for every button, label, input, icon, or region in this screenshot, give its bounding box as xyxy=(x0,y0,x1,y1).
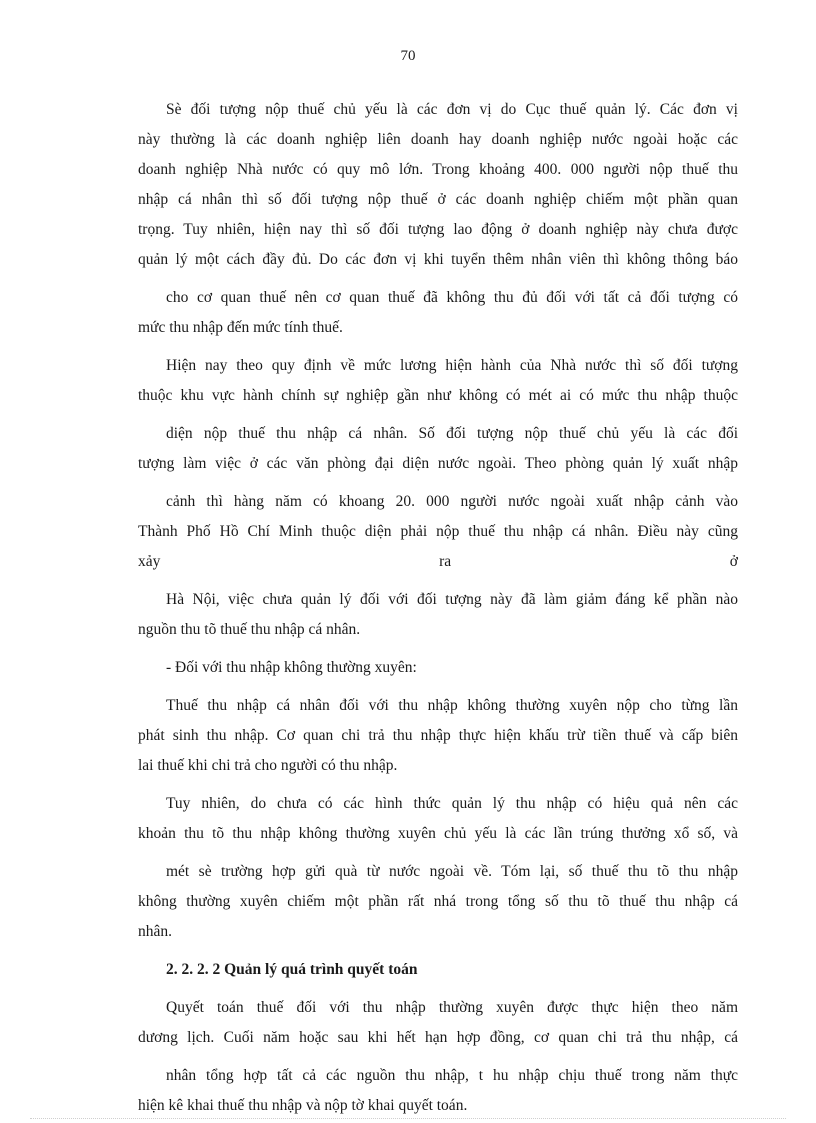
text-line: phát sinh thu nhập. Cơ quan chi trả thu nhập thực hiện khấu trừ tiền thuế và cấp biên xyxy=(138,727,738,744)
text-line: diện nộp thuế thu nhập cá nhân. Số đối tượng nộp thuế chủ yếu là các đối xyxy=(166,425,738,442)
text-line: Sè đối tượng nộp thuế chủ yếu là các đơn vị do Cục thuế quản lý. Các đơn vị xyxy=(166,101,738,118)
text-line: dương lịch. Cuối năm hoặc sau khi hết hạn hợp đồng, cơ quan chi trả thu nhập, cá xyxy=(138,1029,738,1046)
text-line: khoản thu tõ thu nhập không thường xuyên chủ yếu là các lần trúng thưởng xổ số, và xyxy=(138,825,738,842)
text-line: nhân. xyxy=(138,923,173,940)
text-line: Hiện nay theo quy định về mức lương hiện hành của Nhà nước thì số đối tượng xyxy=(166,357,738,374)
text-line: nhân tổng hợp tất cả các nguồn thu nhập, t hu nhập chịu thuế trong năm thực xyxy=(166,1067,738,1084)
body-text-block-1 xyxy=(138,95,738,947)
document-body xyxy=(138,95,738,1121)
page-number: 70 xyxy=(400,48,416,64)
text-line: Tuy nhiên, do chưa có các hình thức quản lý thu nhập có hiệu quả nên các xyxy=(166,795,738,812)
text-line: doanh nghiệp Nhà nước có quy mô lớn. Trong khoảng 400. 000 người nộp thuế thu xyxy=(138,161,738,178)
text-line: tượng làm việc ở các văn phòng đại diện nước ngoài. Theo phòng quản lý xuất nhập xyxy=(138,455,738,472)
page-bottom-rule xyxy=(30,1118,786,1119)
text-line: nguồn thu tõ thuế thu nhập cá nhân. xyxy=(138,621,361,638)
text-line: thuộc khu vực hành chính sự nghiệp gần như không có mét ai có mức thu nhập thuộc xyxy=(138,387,738,404)
body-text-block-2 xyxy=(138,993,738,1121)
text-line: xảy ra ở xyxy=(138,553,738,570)
text-line: Thuế thu nhập cá nhân đối với thu nhập không thường xuyên nộp cho từng lần xyxy=(166,697,738,714)
text-line: quản lý một cách đầy đủ. Do các đơn vị khi tuyển thêm nhân viên thì không thông báo xyxy=(138,251,738,268)
text-line: mét sè trường hợp gửi quà từ nước ngoài về. Tóm lại, số thuế thu tõ thu nhập xyxy=(166,863,738,880)
text-line: nhập cá nhân thì số đối tượng nộp thuế ở các doanh nghiệp chiếm một phần quan xyxy=(138,191,738,208)
text-line: cảnh thì hàng năm có khoang 20. 000 người nước ngoài xuất nhập cảnh vào xyxy=(166,493,738,510)
section-heading: 2. 2. 2. 2 Quản lý quá trình quyết toán xyxy=(166,961,418,978)
text-line: Hà Nội, việc chưa quản lý đối với đối tượng này đã làm giảm đáng kể phần nào xyxy=(166,591,738,608)
text-line: này thường là các doanh nghiệp liên doanh hay doanh nghiệp nước ngoài hoặc các xyxy=(138,131,738,148)
text-line: hiện kê khai thuế thu nhập và nộp tờ khai quyết toán. xyxy=(138,1097,468,1114)
text-line: Quyết toán thuế đối với thu nhập thường xuyên được thực hiện theo năm xyxy=(166,999,738,1016)
text-line: trọng. Tuy nhiên, hiện nay thì số đối tượng lao động ở doanh nghiệp này chưa được xyxy=(138,221,738,238)
text-line: mức thu nhập đến mức tính thuế. xyxy=(138,319,343,336)
text-line: - Đối với thu nhập không thường xuyên: xyxy=(166,659,417,676)
text-line: không thường xuyên chiếm một phần rất nhá trong tổng số thu tõ thuế thu nhập cá xyxy=(138,893,738,910)
text-line: cho cơ quan thuế nên cơ quan thuế đã không thu đủ đối với tất cả đối tượng có xyxy=(166,289,738,306)
text-line: Thành Phố Hồ Chí Minh thuộc diện phải nộp thuế thu nhập cá nhân. Điều này cũng xyxy=(138,523,738,540)
text-line: lai thuế khi chi trả cho người có thu nhập. xyxy=(138,757,398,774)
